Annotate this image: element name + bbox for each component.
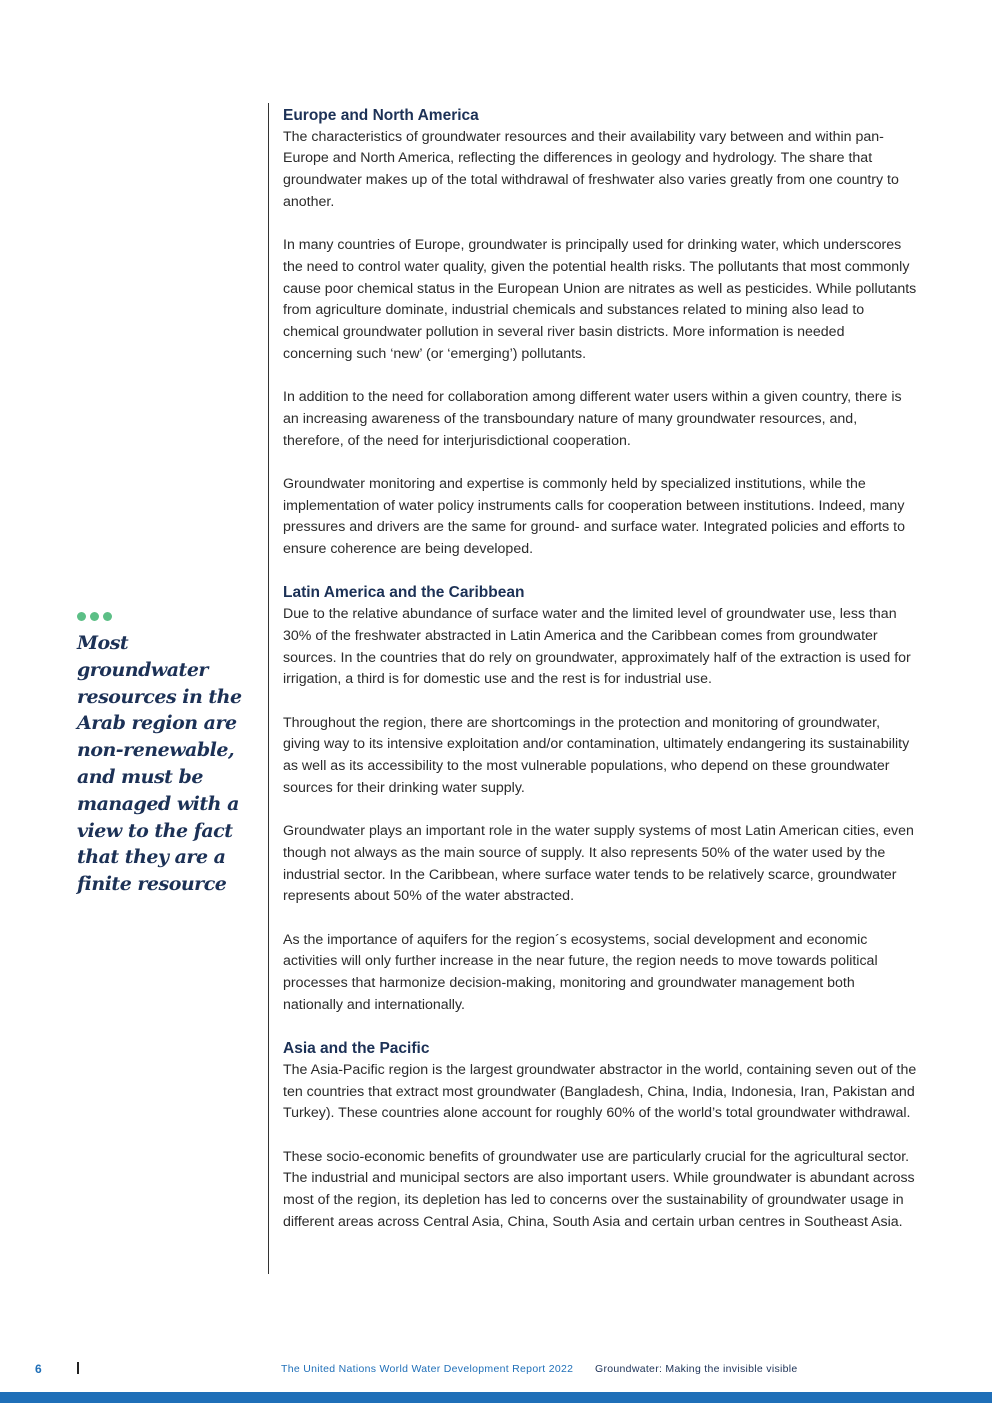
section-asia-pacific bbox=[283, 1038, 917, 1233]
column-divider bbox=[268, 103, 269, 1274]
page-number: 6 bbox=[35, 1362, 42, 1376]
report-title: The United Nations World Water Development Report 2022 bbox=[281, 1363, 574, 1375]
paragraph: The Asia-Pacific region is the largest groundwater abstractor in the world, containing seven out of the ten countries that extract most groundwater (Bangladesh, China, India, Indonesia, Iran, Pakistan and Turkey). These countries alone account for roughly 60% of the world’s total groundwater withdrawal. bbox=[283, 1061, 917, 1122]
quote-dots-icon bbox=[77, 612, 262, 622]
section-heading: Latin America and the Caribbean bbox=[283, 584, 525, 602]
paragraph: As the importance of aquifers for the region´s ecosystems, social development and economic activities will only further increase in the near future, the region needs to move towards political processes that harmonize decision-making, monitoring and groundwater management both nationally and internationally. bbox=[283, 931, 878, 1013]
paragraph: The characteristics of groundwater resources and their availability vary between and within pan-Europe and North America, reflecting the differences in geology and hydrology. The share that groundwater makes up of the total withdrawal of freshwater also varies greatly from one country to another. bbox=[283, 128, 899, 210]
pull-quote bbox=[77, 612, 262, 898]
page-footer bbox=[0, 1358, 992, 1380]
section-europe-north-america bbox=[283, 105, 917, 561]
paragraph: Groundwater monitoring and expertise is commonly held by specialized institutions, while the implementation of water policy instruments calls for cooperation between institutions. Indeed, many pressures and drivers are the same for ground- and surface water. Integrated policies and efforts to ensure coherence are being developed. bbox=[283, 475, 905, 558]
paragraph: Due to the relative abundance of surface water and the limited level of groundwater use, less than 30% of the freshwater abstracted in Latin America and the Caribbean comes from groundwater sources. In the countries that do rely on groundwater, approximately half of the extraction is used for irrigation, a third is for domestic use and the rest is for industrial use. bbox=[283, 606, 911, 688]
paragraph: In addition to the need for collaboration among different water users within a given country, there is an increasing awareness of the transboundary nature of many groundwater resources, and, therefore, of the need for interjurisdictional cooperation. bbox=[283, 389, 902, 449]
section-latin-america-caribbean bbox=[283, 582, 917, 1016]
paragraph: In many countries of Europe, groundwater is principally used for drinking water, which underscores the need to control water quality, given the potential health risks. The pollutants that most commonly cause poor chemical status in the European Union are nitrates as well as pesticides. While pollutants from agriculture dominate, industrial chemicals and substances related to mining also lead to chemical groundwater pollution in several river basin districts. More information is needed concerning such ‘new’ (or ‘emerging’) pollutants. bbox=[283, 237, 917, 362]
pull-quote-text: Most groundwater resources in the Arab region are non-renewable, and must be managed with a view to the fact that they are a finite resource bbox=[77, 632, 242, 896]
section-heading: Europe and North America bbox=[283, 107, 479, 124]
paragraph: Throughout the region, there are shortcomings in the protection and monitoring of groundwater, giving way to its intensive exploitation and/or contamination, ultimately endangering its sustainability as well as its accessibility to the most vulnerable populations, who depend on these groundwater sources for their drinking water supply. bbox=[283, 714, 910, 796]
paragraph: Groundwater plays an important role in the water supply systems of most Latin American cities, even though not always as the main source of supply. It also represents 50% of the water used by the industrial sector. In the Caribbean, where surface water tends to be relatively scarce, groundwater represents about 50% of the water abstracted. bbox=[283, 823, 914, 905]
section-heading: Asia and the Pacific bbox=[283, 1040, 430, 1058]
main-text-column bbox=[283, 105, 917, 1233]
bottom-color-band bbox=[0, 1392, 992, 1403]
paragraph: These socio-economic benefits of groundwater use are particularly crucial for the agricultural sector. The industrial and municipal sectors are also important users. While groundwater is abundant across most of the region, its depletion has led to concerns over the sustainability of groundwater usage in different areas across Central Asia, China, South Asia and certain urban centres in Southeast Asia. bbox=[283, 1148, 915, 1230]
report-subtitle: Groundwater: Making the invisible visible bbox=[595, 1363, 798, 1375]
footer-separator bbox=[77, 1362, 79, 1374]
